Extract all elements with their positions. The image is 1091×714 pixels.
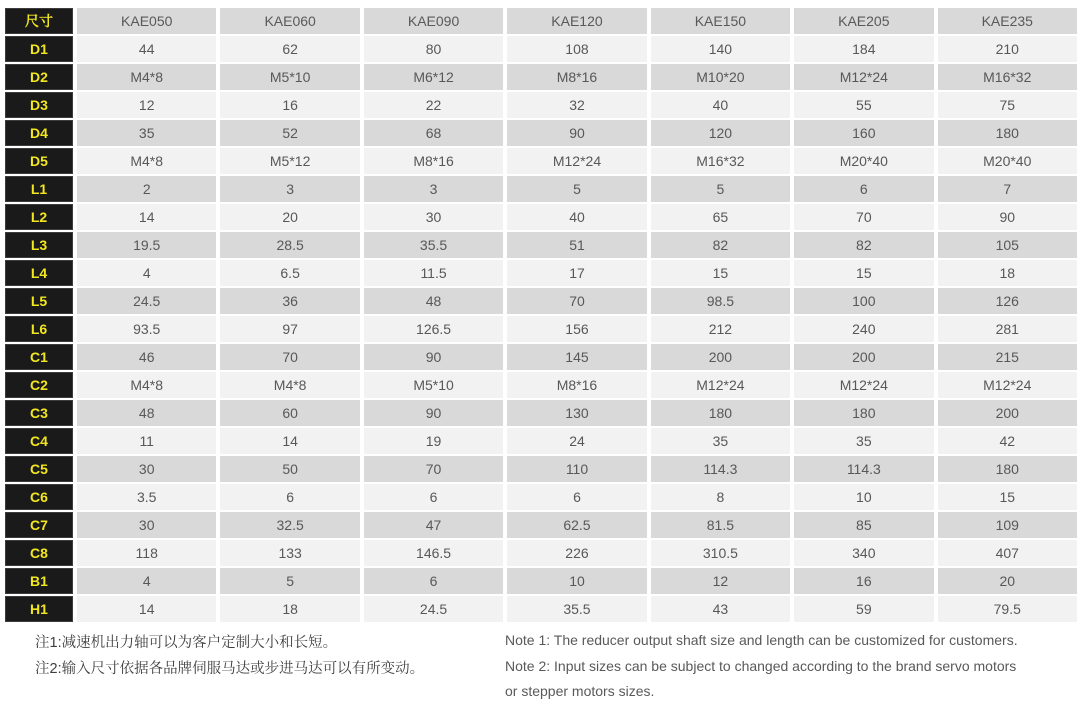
table-cell: 14 <box>77 596 216 622</box>
table-cell: M10*20 <box>651 64 790 90</box>
table-cell: 340 <box>794 540 933 566</box>
table-row <box>5 64 1077 90</box>
table-cell: 15 <box>938 484 1077 510</box>
table-cell: 11 <box>77 428 216 454</box>
table-cell: M20*40 <box>938 148 1077 174</box>
table-cell: 24.5 <box>364 596 503 622</box>
table-row <box>5 316 1077 342</box>
table-cell: 5 <box>220 568 359 594</box>
table-cell: 35.5 <box>364 232 503 258</box>
table-cell: 98.5 <box>651 288 790 314</box>
table-cell: M16*32 <box>938 64 1077 90</box>
table-cell: 3 <box>364 176 503 202</box>
table-cell: M16*32 <box>651 148 790 174</box>
table-cell: 212 <box>651 316 790 342</box>
table-cell: 210 <box>938 36 1077 62</box>
note-line-en: Note 2: Input sizes can be subject to changed according to the brand servo motors <box>505 657 1017 674</box>
table-cell: 50 <box>220 456 359 482</box>
table-cell: 35 <box>77 120 216 146</box>
table-cell: 70 <box>220 344 359 370</box>
table-cell: 52 <box>220 120 359 146</box>
column-header: KAE205 <box>794 8 933 34</box>
note-line-zh: 注1:减速机出力轴可以为客户定制大小和长短。 <box>35 635 338 651</box>
table-cell: 70 <box>364 456 503 482</box>
table-cell: M4*8 <box>77 372 216 398</box>
table-cell: M5*10 <box>220 64 359 90</box>
table-cell: 10 <box>507 568 646 594</box>
table-cell: 4 <box>77 260 216 286</box>
note-line-en: or stepper motors sizes. <box>505 683 655 699</box>
row-label: C5 <box>5 456 73 482</box>
row-label: C4 <box>5 428 73 454</box>
table-row <box>5 92 1077 118</box>
table-cell: 20 <box>220 204 359 230</box>
table-cell: 110 <box>507 456 646 482</box>
table-row <box>5 568 1077 594</box>
table-cell: 126 <box>938 288 1077 314</box>
table-cell: 82 <box>651 232 790 258</box>
table-cell: 200 <box>794 344 933 370</box>
table-cell: M12*24 <box>651 372 790 398</box>
dimension-spec-table <box>1 6 1081 624</box>
table-cell: 90 <box>507 120 646 146</box>
row-label: D3 <box>5 92 73 118</box>
table-cell: 47 <box>364 512 503 538</box>
table-cell: 62.5 <box>507 512 646 538</box>
table-cell: 180 <box>651 400 790 426</box>
row-label: C8 <box>5 540 73 566</box>
table-cell: M8*16 <box>507 64 646 90</box>
table-cell: 10 <box>794 484 933 510</box>
column-header: KAE150 <box>651 8 790 34</box>
table-cell: 55 <box>794 92 933 118</box>
table-cell: 11.5 <box>364 260 503 286</box>
table-cell: 109 <box>938 512 1077 538</box>
table-cell: 156 <box>507 316 646 342</box>
table-cell: 59 <box>794 596 933 622</box>
note-line-en: Note 1: The reducer output shaft size and length can be customized for customers. <box>505 632 1018 648</box>
table-cell: 146.5 <box>364 540 503 566</box>
table-row <box>5 260 1077 286</box>
table-row <box>5 148 1077 174</box>
table-cell: 82 <box>794 232 933 258</box>
table-cell: 42 <box>938 428 1077 454</box>
table-cell: 30 <box>77 456 216 482</box>
table-row <box>5 288 1077 314</box>
table-row <box>5 120 1077 146</box>
table-cell: 14 <box>77 204 216 230</box>
row-label: D1 <box>5 36 73 62</box>
table-cell: 60 <box>220 400 359 426</box>
table-cell: 93.5 <box>77 316 216 342</box>
table-cell: 6.5 <box>220 260 359 286</box>
table-cell: M5*12 <box>220 148 359 174</box>
table-row <box>5 176 1077 202</box>
table-cell: 215 <box>938 344 1077 370</box>
table-cell: 3.5 <box>77 484 216 510</box>
table-cell: 108 <box>507 36 646 62</box>
table-row <box>5 484 1077 510</box>
table-cell: 35 <box>794 428 933 454</box>
table-cell: 97 <box>220 316 359 342</box>
row-label: L4 <box>5 260 73 286</box>
table-cell: 310.5 <box>651 540 790 566</box>
table-row <box>5 204 1077 230</box>
notes-english <box>505 628 1018 705</box>
table-cell: 281 <box>938 316 1077 342</box>
notes-chinese <box>35 630 424 682</box>
table-cell: 44 <box>77 36 216 62</box>
table-cell: 180 <box>794 400 933 426</box>
table-cell: 8 <box>651 484 790 510</box>
table-cell: 22 <box>364 92 503 118</box>
table-cell: 62 <box>220 36 359 62</box>
table-cell: M12*24 <box>507 148 646 174</box>
table-cell: M4*8 <box>77 148 216 174</box>
table-cell: M12*24 <box>794 64 933 90</box>
column-header: KAE050 <box>77 8 216 34</box>
table-cell: M5*10 <box>364 372 503 398</box>
row-label: L1 <box>5 176 73 202</box>
table-cell: M8*16 <box>507 372 646 398</box>
table-cell: 65 <box>651 204 790 230</box>
table-cell: 90 <box>364 344 503 370</box>
row-label: L6 <box>5 316 73 342</box>
header-row <box>5 8 1077 34</box>
table-cell: 407 <box>938 540 1077 566</box>
table-cell: 15 <box>794 260 933 286</box>
table-cell: 2 <box>77 176 216 202</box>
note-line-zh: 注2:输入尺寸依据各品牌伺服马达或步进马达可以有所变动。 <box>35 661 425 677</box>
table-cell: 6 <box>364 484 503 510</box>
table-cell: 130 <box>507 400 646 426</box>
column-header: KAE060 <box>220 8 359 34</box>
table-cell: 75 <box>938 92 1077 118</box>
table-cell: 70 <box>794 204 933 230</box>
row-label: B1 <box>5 568 73 594</box>
row-label: D2 <box>5 64 73 90</box>
table-row <box>5 372 1077 398</box>
table-cell: 18 <box>938 260 1077 286</box>
table-cell: 5 <box>651 176 790 202</box>
table-cell: 12 <box>77 92 216 118</box>
table-cell: 6 <box>220 484 359 510</box>
table-row <box>5 232 1077 258</box>
table-cell: 145 <box>507 344 646 370</box>
table-cell: 100 <box>794 288 933 314</box>
table-cell: 46 <box>77 344 216 370</box>
table-cell: 226 <box>507 540 646 566</box>
table-cell: 32 <box>507 92 646 118</box>
table-cell: 15 <box>651 260 790 286</box>
row-label: D4 <box>5 120 73 146</box>
table-cell: 184 <box>794 36 933 62</box>
table-cell: 19 <box>364 428 503 454</box>
table-cell: 105 <box>938 232 1077 258</box>
table-cell: 200 <box>651 344 790 370</box>
row-label: C3 <box>5 400 73 426</box>
table-cell: 48 <box>77 400 216 426</box>
table-row <box>5 428 1077 454</box>
table-cell: 43 <box>651 596 790 622</box>
table-cell: 24.5 <box>77 288 216 314</box>
table-row <box>5 456 1077 482</box>
table-cell: 118 <box>77 540 216 566</box>
table-row <box>5 512 1077 538</box>
table-cell: 6 <box>364 568 503 594</box>
table-cell: 6 <box>794 176 933 202</box>
table-cell: 81.5 <box>651 512 790 538</box>
table-cell: 114.3 <box>651 456 790 482</box>
row-label: D5 <box>5 148 73 174</box>
table-cell: 30 <box>77 512 216 538</box>
table-cell: 180 <box>938 120 1077 146</box>
table-cell: 200 <box>938 400 1077 426</box>
table-cell: 4 <box>77 568 216 594</box>
table-cell: M20*40 <box>794 148 933 174</box>
table-cell: M12*24 <box>938 372 1077 398</box>
table-cell: M4*8 <box>220 372 359 398</box>
column-header: KAE090 <box>364 8 503 34</box>
table-cell: 160 <box>794 120 933 146</box>
table-cell: 35 <box>651 428 790 454</box>
column-header: KAE235 <box>938 8 1077 34</box>
row-label: C6 <box>5 484 73 510</box>
table-cell: 48 <box>364 288 503 314</box>
table-cell: 17 <box>507 260 646 286</box>
table-cell: 28.5 <box>220 232 359 258</box>
table-cell: 6 <box>507 484 646 510</box>
table-cell: 14 <box>220 428 359 454</box>
table-cell: 133 <box>220 540 359 566</box>
table-cell: 70 <box>507 288 646 314</box>
table-cell: 24 <box>507 428 646 454</box>
row-label: L3 <box>5 232 73 258</box>
row-label: L5 <box>5 288 73 314</box>
table-cell: M4*8 <box>77 64 216 90</box>
table-row <box>5 596 1077 622</box>
table-cell: 32.5 <box>220 512 359 538</box>
table-cell: 18 <box>220 596 359 622</box>
table-cell: 85 <box>794 512 933 538</box>
table-cell: 19.5 <box>77 232 216 258</box>
table-row <box>5 400 1077 426</box>
row-label: L2 <box>5 204 73 230</box>
table-cell: 120 <box>651 120 790 146</box>
corner-header-cell: 尺寸 <box>5 8 73 34</box>
table-cell: M6*12 <box>364 64 503 90</box>
table-cell: 140 <box>651 36 790 62</box>
table-row <box>5 344 1077 370</box>
table-cell: 240 <box>794 316 933 342</box>
table-cell: M8*16 <box>364 148 503 174</box>
table-cell: 180 <box>938 456 1077 482</box>
table-cell: 90 <box>938 204 1077 230</box>
table-cell: 16 <box>220 92 359 118</box>
table-cell: 68 <box>364 120 503 146</box>
table-cell: 126.5 <box>364 316 503 342</box>
table-cell: 5 <box>507 176 646 202</box>
table-row <box>5 540 1077 566</box>
column-header: KAE120 <box>507 8 646 34</box>
table-row <box>5 36 1077 62</box>
table-cell: 90 <box>364 400 503 426</box>
table-cell: 36 <box>220 288 359 314</box>
row-label: H1 <box>5 596 73 622</box>
row-label: C1 <box>5 344 73 370</box>
table-cell: 40 <box>507 204 646 230</box>
table-cell: 3 <box>220 176 359 202</box>
table-cell: M12*24 <box>794 372 933 398</box>
table-cell: 16 <box>794 568 933 594</box>
row-label: C7 <box>5 512 73 538</box>
table-cell: 35.5 <box>507 596 646 622</box>
table-cell: 51 <box>507 232 646 258</box>
table-cell: 12 <box>651 568 790 594</box>
table-cell: 79.5 <box>938 596 1077 622</box>
table-cell: 114.3 <box>794 456 933 482</box>
table-cell: 40 <box>651 92 790 118</box>
table-cell: 7 <box>938 176 1077 202</box>
table-cell: 20 <box>938 568 1077 594</box>
table-cell: 30 <box>364 204 503 230</box>
row-label: C2 <box>5 372 73 398</box>
table-cell: 80 <box>364 36 503 62</box>
